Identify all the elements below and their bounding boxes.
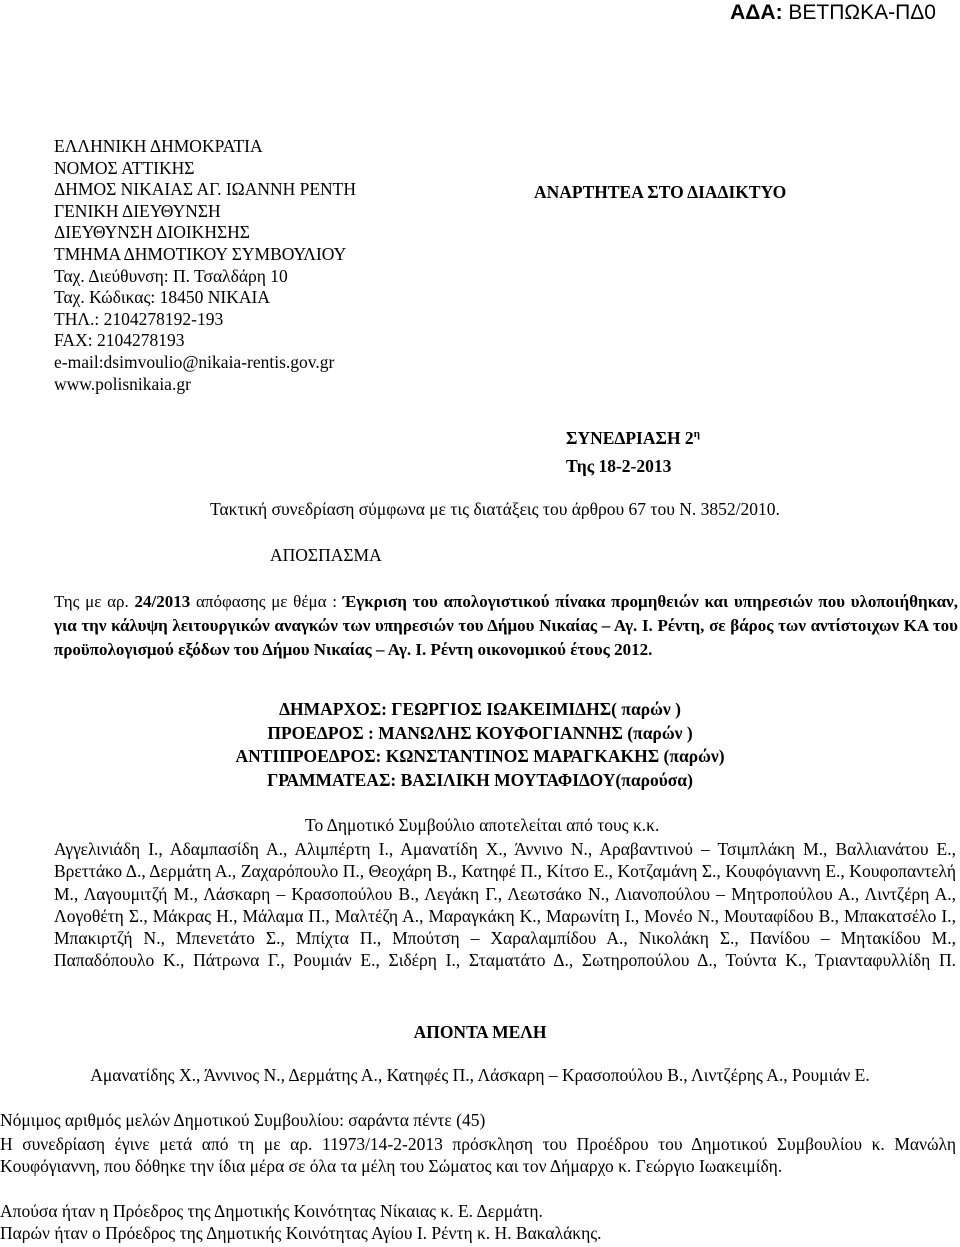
council-intro: Το Δημοτικό Συμβούλιο αποτελείται από τους κ.κ. (305, 815, 660, 835)
sender-line: ΤΗΛ.: 2104278192-193 (54, 308, 224, 329)
decision-prefix: Της με αρ. (54, 592, 135, 611)
sender-block (54, 136, 356, 395)
invitation-paragraph: Η συνεδρίαση έγινε μετά από τη με αρ. 11973/14-2-2013 πρόσκληση του Προέδρου του Δημοτικού Συμβουλίου κ. Μανώλη Κουφόγιαννη, που δόθηκε την ίδια μέρα σε όλα τα μέλη του Σώματος και τον Δήμαρχο κ. Γεώργιο Ιωακειμίδη. (0, 1134, 956, 1177)
absent-title: ΑΠΟΝΤΑ ΜΕΛΗ (413, 1022, 547, 1042)
council-members: Αγγελινιάδη Ι., Αδαμπασίδη Α., Αλιμπέρτη Ι., Αμανατίδη Χ., Άννινο Ν., Αραβαντινού – Τσιμπλάκη Μ., Βαλλιανάτου Ε., Βρεττάκο Δ., Δερμάτη Α., Ζαχαρόπουλο Π., Θεοχάρη Β., Κατηφέ Π., Κίτσο Ε., Κοτζαμάνη Σ., Κουφόγιαννη Ε., Κουφοπαντελή Μ., Λαγουμιτζή Μ., Λάσκαρη – Κρασοπούλου Β., Λεγάκη Γ., Λεωτσάκο Ν., Λιανοπούλου – Μητροπούλου Α., Λιντζέρη Α., Λογοθέτη Σ., Μάκρας Η., Μάλαμα Π., Μαλτέζη Α., Μαραγκάκη Κ., Μαρωνίτη Ι., Μονέο Ν., Μουταφίδου Β., Μπακατσέλο Ι., Μπακιρτζή Ν., Μπενετάτο Σ., Μπίχτα Π., Μπούτση – Χαραλαμπίδου Α., Νικολάκη Σ., Πανίδου – Μητακίδου Μ., Παπαδόπουλο Κ., Πάτρωνα Γ., Ρουμιάν Ε., Σιδέρη Ι., Σταματάτο Δ., Σωτηροπούλου Δ., Τούντα Κ., Τριανταφυλλίδη Π. (54, 839, 956, 971)
posting-notice: ΑΝΑΡΤΗΤΕΑ ΣΤΟ ΔΙΑΔΙΚΤΥΟ (534, 182, 787, 202)
session-title-text: ΣΥΝΕΔΡΙΑΣΗ 2 (566, 428, 694, 448)
sender-line: Ταχ. Διεύθυνση: Π. Τσαλδάρη 10 (54, 265, 288, 286)
absent-members: Αμανατίδης Χ., Άννινος Ν., Δερμάτης Α., Κατηφές Π., Λάσκαρη – Κρασοπούλου Β., Λιντζέρης Α., Ρουμιάν Ε. (90, 1065, 870, 1085)
quorum-line: Νόμιμος αριθμός μελών Δημοτικού Συμβουλίου: σαράντα πέντε (45) (0, 1110, 486, 1130)
ada-label: ΑΔΑ: (730, 1, 783, 24)
sender-line: ΕΛΛΗΝΙΚΗ ΔΗΜΟΚΡΑΤΙΑ (54, 136, 263, 156)
decision-middle: απόφασης με θέμα : (190, 592, 343, 611)
official-secretary: ΓΡΑΜΜΑΤΕΑΣ: ΒΑΣΙΛΙΚΗ ΜΟΥΤΑΦΙΔΟΥ(παρούσα) (267, 769, 693, 790)
sender-line: FAX: 2104278193 (54, 330, 185, 351)
sender-website: www.polisnikaia.gr (54, 373, 191, 394)
sender-line: ΓΕΝΙΚΗ ΔΙΕΥΘΥΝΣΗ (54, 200, 221, 221)
extract-title: ΑΠΟΣΠΑΣΜΑ (270, 545, 382, 565)
sender-line: ΤΜΗΜΑ ΔΗΜΟΤΙΚΟΥ ΣΥΜΒΟΥΛΙΟΥ (54, 243, 347, 264)
sender-line: Ταχ. Κώδικας: 18450 ΝΙΚΑΙΑ (54, 287, 270, 308)
sender-email: e-mail:dsimvoulio@nikaia-rentis.gov.gr (54, 351, 335, 372)
session-type: Τακτική συνεδρίαση σύμφωνα με τις διατάξεις του άρθρου 67 του Ν. 3852/2010. (210, 499, 780, 519)
session-title (566, 428, 700, 449)
ada-code (730, 0, 936, 26)
official-president: ΠΡΟΕΔΡΟΣ : ΜΑΝΩΛΗΣ ΚΟΥΦΟΓΙΑΝΝΗΣ (παρών ) (267, 722, 693, 743)
present-president-line: Παρών ήταν ο Πρόεδρος της Δημοτικής Κοινότητας Αγίου Ι. Ρέντη κ. Η. Βακαλάκης. (0, 1223, 602, 1243)
sender-line: ΔΙΕΥΘΥΝΣΗ ΔΙΟΙΚΗΣΗΣ (54, 222, 250, 243)
session-date: Της 18-2-2013 (566, 456, 672, 476)
official-mayor: ΔΗΜΑΡΧΟΣ: ΓΕΩΡΓΙΟΣ ΙΩΑΚΕΙΜΙΔΗΣ( παρών ) (279, 699, 681, 719)
session-ordinal-sup: η (693, 428, 700, 441)
absent-president-line: Απούσα ήταν η Πρόεδρος της Δημοτικής Κοινότητας Νίκαιας κ. Ε. Δερμάτη. (0, 1201, 543, 1221)
sender-line: ΝΟΜΟΣ ΑΤΤΙΚΗΣ (54, 157, 195, 178)
decision-number: 24/2013 (134, 592, 191, 611)
decision-paragraph (54, 590, 958, 662)
officials-block (0, 698, 960, 792)
official-vice-president: ΑΝΤΙΠΡΟΕΔΡΟΣ: ΚΩΝΣΤΑΝΤΙΝΟΣ ΜΑΡΑΓΚΑΚΗΣ (παρών) (235, 746, 725, 766)
decision-subject: Έγκριση του απολογιστικού πίνακα προμηθειών και υπηρεσιών που υλοποιήθηκαν, για την κάλυψη λειτουργικών αναγκών των υπηρεσιών του Δήμου Νικαίας – Αγ. Ι. Ρέντη, σε βάρος των αντίστοιχων ΚΑ του προϋπολογισμού εξόδων του Δήμου Νικαίας – Αγ. Ι. Ρέντη οικονομικού έτους 2012. (54, 592, 958, 659)
sender-line: ΔΗΜΟΣ ΝΙΚΑΙΑΣ ΑΓ. ΙΩΑΝΝΗ ΡΕΝΤΗ (54, 179, 357, 200)
ada-value: ΒΕΤΠΩΚΑ-ΠΔ0 (788, 1, 936, 24)
